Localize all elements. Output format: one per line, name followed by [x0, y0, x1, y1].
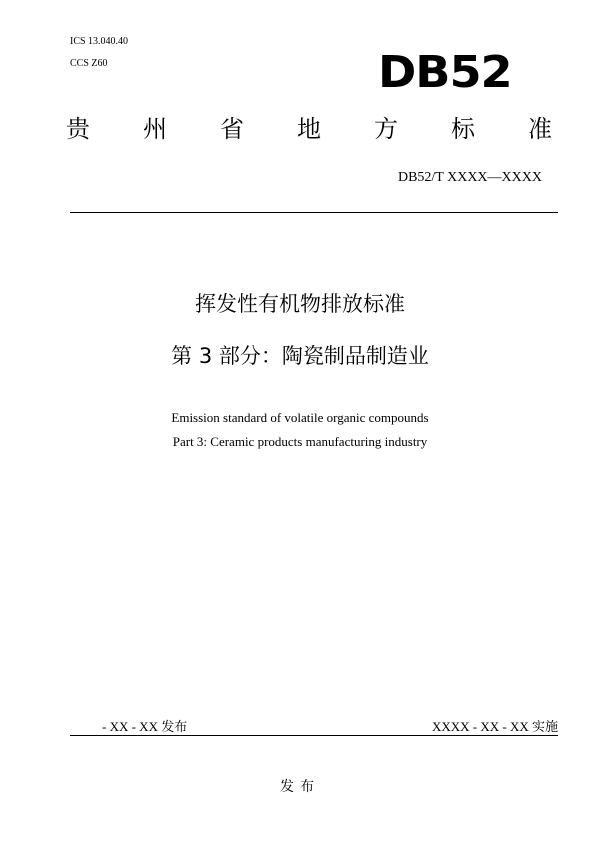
title-char: 方 — [374, 115, 398, 143]
db52-logo: DB52 — [378, 47, 512, 98]
title-char: 准 — [528, 115, 552, 143]
english-title-line-1: Emission standard of volatile organic compounds — [171, 410, 429, 425]
title-char: 地 — [297, 115, 321, 143]
issue-date: - XX - XX 发布 — [102, 719, 188, 734]
top-divider — [70, 212, 558, 213]
title-char: 省 — [220, 115, 244, 143]
document-number: DB52/T XXXX—XXXX — [397, 170, 542, 185]
title-char: 贵 — [66, 115, 90, 143]
issuer-label: 发布 — [280, 779, 320, 795]
title-char: 州 — [143, 115, 167, 143]
implementation-date: XXXX - XX - XX 实施 — [431, 719, 558, 734]
english-title-line-2: Part 3: Ceramic products manufacturing industry — [172, 434, 428, 449]
bottom-divider — [70, 735, 558, 736]
chinese-title-line-1: 挥发性有机物排放标准 — [195, 292, 405, 316]
standard-type-title — [66, 112, 552, 146]
ics-code: ICS 13.040.40 — [70, 36, 129, 47]
ccs-code: CCS Z60 — [70, 58, 108, 69]
title-char: 标 — [451, 115, 475, 143]
chinese-title-line-2: 第 3 部分：陶瓷制品制造业 — [171, 344, 429, 368]
